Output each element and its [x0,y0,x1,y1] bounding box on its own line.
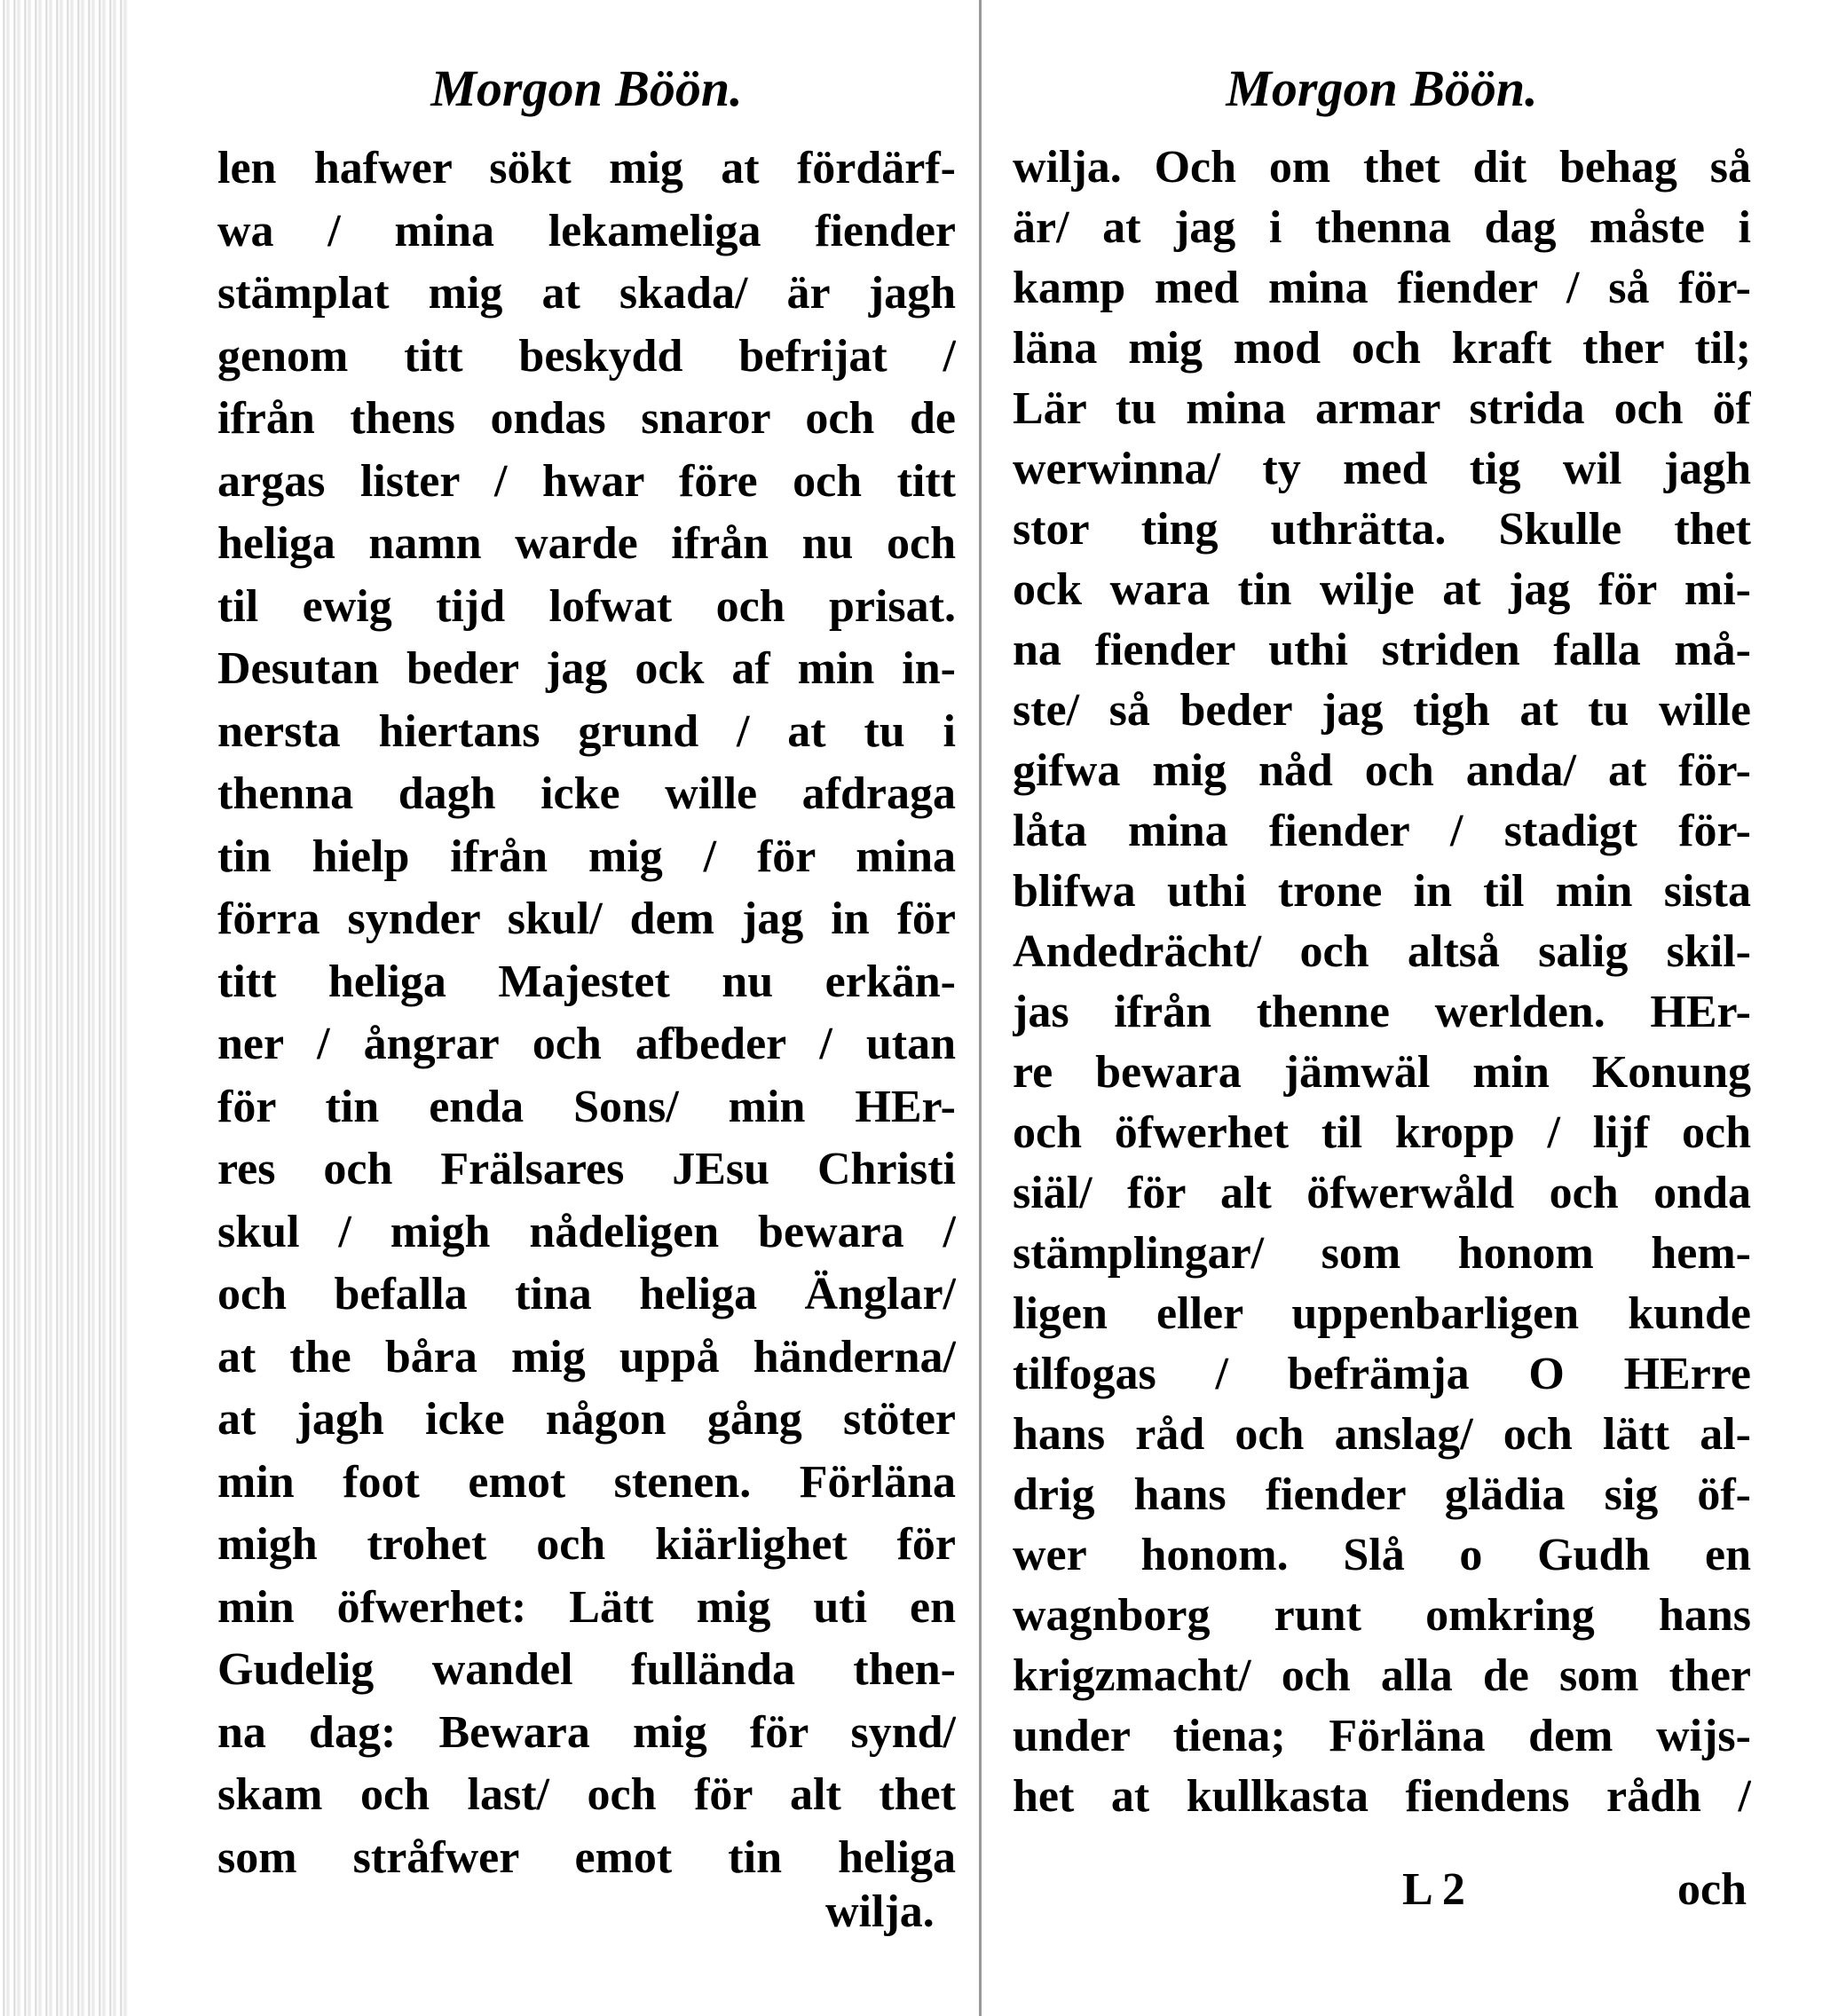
text-line: wilja. Och om thet dit behag så [1013,142,1751,193]
text-line: för tin enda Sons/ min HEr- [217,1081,956,1132]
text-line: Desutan beder jag ock af min in- [217,643,956,694]
text-line: na fiender uthi striden falla må- [1013,625,1751,675]
text-line: Gudelig wandel fullända then- [217,1644,956,1695]
signature-mark: L 2 [1402,1864,1465,1915]
text-line: nersta hiertans grund / at tu i [217,705,956,757]
text-line: at jagh icke någon gång stöter [217,1394,956,1445]
text-line: len hafwer sökt mig at fördärf- [217,143,956,193]
running-head: Morgon Böön. [430,59,743,117]
text-line: under tiena; Förläna dem wijs- [1013,1711,1751,1761]
text-line: blifwa uthi trone in til min sista [1013,866,1751,917]
page-text [1013,138,1751,1827]
text-line: stämplingar/ som honom hem- [1013,1228,1751,1279]
text-line: tilfogas / befrämja O HErre [1013,1349,1751,1399]
text-line: migh trohet och kiärlighet för [217,1519,956,1570]
text-line: het at kullkasta fiendens rådh / [1013,1771,1751,1822]
text-line: thenna dagh icke wille afdraga [217,768,956,819]
running-head: Morgon Böön. [1226,59,1538,117]
text-line: heliga namn warde ifrån nu och [217,518,956,569]
text-line: låta mina fiender / stadigt för- [1013,806,1751,856]
text-line: Lär tu mina armar strida och öf [1013,383,1751,434]
text-line: min foot emot stenen. Förläna [217,1456,956,1508]
text-line: jas ifrån thenne werlden. HEr- [1013,987,1751,1037]
text-line: tin hielp ifrån mig / för mina [217,831,956,882]
text-line: na dag: Bewara mig för synd/ [217,1706,956,1758]
text-line: ock wara tin wilje at jag för mi- [1013,564,1751,615]
left-page [217,53,956,1889]
text-line: ifrån thens ondas snaror och de [217,393,956,444]
text-line: förra synder skul/ dem jag in för [217,894,956,944]
page-gutter [979,0,982,2016]
text-line: werwinna/ ty med tig wil jagh [1013,444,1751,494]
text-line: wa / mina lekameliga fiender [217,205,956,256]
text-line: siäl/ för alt öfwerwåld och onda [1013,1168,1751,1218]
right-page [1013,53,1751,1827]
text-line: som stråfwer emot tin heliga [217,1831,956,1883]
text-line: gifwa mig nåd och anda/ at för- [1013,745,1751,796]
text-line: wagnborg runt omkring hans [1013,1590,1751,1641]
text-line: at the båra mig uppå händerna/ [217,1331,956,1382]
text-line: och befalla tina heliga Änglar/ [217,1269,956,1319]
text-line: krigzmacht/ och alla de som ther [1013,1650,1751,1701]
text-line: Andedrächt/ och altså salig skil- [1013,926,1751,977]
text-line: min öfwerhet: Lätt mig uti en [217,1581,956,1633]
text-line: är/ at jag i thenna dag måste i [1013,202,1751,253]
text-line: til ewig tijd lofwat och prisat. [217,580,956,632]
text-line: re bewara jämwäl min Konung [1013,1047,1751,1098]
text-line: kamp med mina fiender / så för- [1013,263,1751,313]
text-line: titt heliga Majestet nu erkän- [217,956,956,1007]
text-line: läna mig mod och kraft ther til; [1013,323,1751,374]
text-line: ste/ så beder jag tigh at tu wille [1013,685,1751,736]
text-line: wer honom. Slå o Gudh en [1013,1530,1751,1580]
page-text [217,138,956,1889]
text-line: skul / migh nådeligen bewara / [217,1206,956,1257]
text-line: ligen eller uppenbarligen kunde [1013,1288,1751,1339]
text-line: stämplat mig at skada/ är jagh [217,268,956,319]
text-line: res och Frälsares JEsu Christi [217,1144,956,1194]
text-line: och öfwerhet til kropp / lijf och [1013,1107,1751,1158]
catchword: och [1677,1864,1747,1915]
catchword: wilja. [825,1886,935,1937]
text-line: stor ting uthrätta. Skulle thet [1013,504,1751,555]
text-line: ner / ångrar och afbeder / utan [217,1019,956,1069]
text-line: skam och last/ och för alt thet [217,1769,956,1820]
text-line: drig hans fiender glädia sig öf- [1013,1469,1751,1520]
text-line: genom titt beskydd befrijat / [217,330,956,382]
book-binding-edge [0,0,129,2016]
text-line: hans råd och anslag/ och lätt al- [1013,1409,1751,1460]
text-line: argas lister / hwar före och titt [217,455,956,507]
